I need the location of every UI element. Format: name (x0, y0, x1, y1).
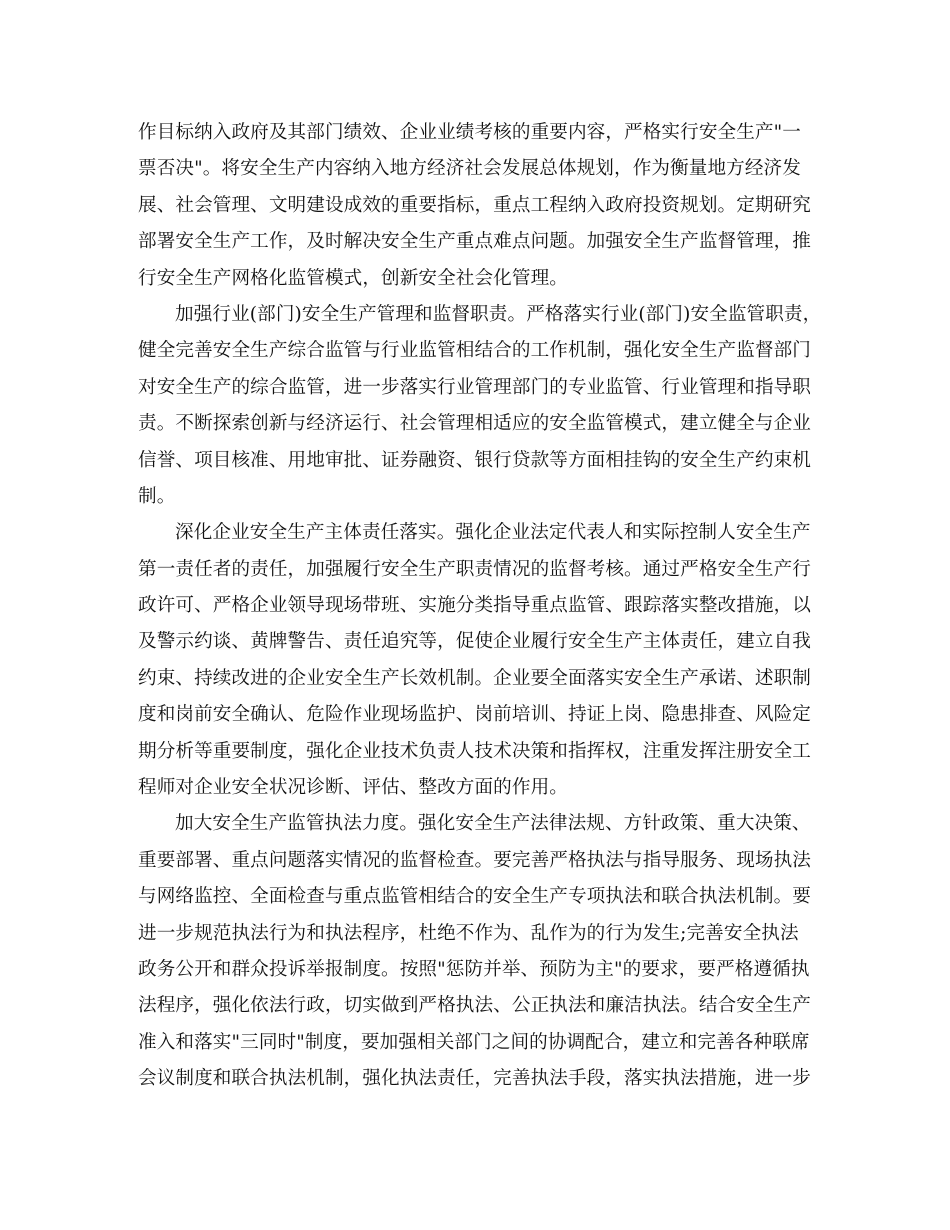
text-line: 政务公开和群众投诉举报制度。按照"惩防并举、预防为主"的要求，要严格遵循执 (138, 958, 810, 980)
text-line: 会议制度和联合执法机制，强化执法责任，完善执法手段，落实执法措施，进一步 (138, 1068, 811, 1090)
text-line: 深化企业安全生产主体责任落实。强化企业法定代表人和实际控制人安全生产 (175, 522, 811, 544)
paragraph-4 (138, 806, 814, 1097)
paragraph-2 (138, 297, 822, 515)
text-line: 加大安全生产监管执法力度。强化安全生产法律法规、方针政策、重大决策、 (175, 813, 811, 835)
text-line: 信誉、项目核准、用地审批、证券融资、银行贷款等方面相挂钩的安全生产约束机 (138, 449, 811, 471)
text-line: 行安全生产网格化监管模式，创新安全社会化管理。 (138, 267, 568, 289)
text-line: 法程序，强化依法行政，切实做到严格执法、公正执法和廉洁执法。结合安全生产 (138, 995, 811, 1017)
paragraph-1 (138, 115, 814, 297)
text-line: 及警示约谈、黄牌警告、责任追究等，促使企业履行安全生产主体责任，建立自我 (138, 631, 811, 653)
text-line: 政许可、严格企业领导现场带班、实施分类指导重点监管、跟踪落实整改措施，以 (138, 595, 811, 617)
text-line: 展、社会管理、文明建设成效的重要指标，重点工程纳入政府投资规划。定期研究 (138, 194, 811, 216)
text-line: 与网络监控、全面检查与重点监管相结合的安全生产专项执法和联合执法机制。要 (138, 886, 811, 908)
text-line: 第一责任者的责任，加强履行安全生产职责情况的监督考核。通过严格安全生产行 (138, 558, 811, 580)
text-line: 度和岗前安全确认、危险作业现场监护、岗前培训、持证上岗、隐患排查、风险定 (138, 704, 811, 726)
text-line: 部署安全生产工作，及时解决安全生产重点难点问题。加强安全生产监督管理，推 (138, 231, 811, 253)
text-line: 重要部署、重点问题落实情况的监督检查。要完善严格执法与指导服务、现场执法 (138, 849, 811, 871)
text-line: 作目标纳入政府及其部门绩效、企业业绩考核的重要内容，严格实行安全生产"一 (138, 122, 801, 143)
text-line: 约束、持续改进的企业安全生产长效机制。企业要全面落实安全生产承诺、述职制 (138, 667, 811, 689)
paragraph-3 (138, 515, 814, 806)
text-line: 票否决"。将安全生产内容纳入地方经济社会发展总体规划，作为衡量地方经济发 (138, 158, 801, 180)
text-line: 健全完善安全生产综合监管与行业监管相结合的工作机制，强化安全生产监督部门 (138, 340, 811, 362)
text-line: 责。不断探索创新与经济运行、社会管理相适应的安全监管模式，建立健全与企业 (138, 413, 811, 435)
text-line: 准入和落实"三同时"制度，要加强相关部门之间的协调配合，建立和完善各种联席 (138, 1031, 810, 1053)
text-line: 制。 (138, 485, 176, 507)
text-line: 加强行业(部门)安全生产管理和监督职责。严格落实行业(部门)安全监管职责， (175, 303, 822, 325)
text-line: 对安全生产的综合监管，进一步落实行业管理部门的专业监管、行业管理和指导职 (138, 376, 811, 398)
text-line: 进一步规范执法行为和执法程序，杜绝不作为、乱作为的行为发生;完善安全执法 (138, 922, 799, 944)
text-line: 期分析等重要制度，强化企业技术负责人技术决策和指挥权，注重发挥注册安全工 (138, 740, 811, 762)
text-line: 程师对企业安全状况诊断、评估、整改方面的作用。 (138, 777, 568, 799)
document-body (138, 115, 822, 1098)
